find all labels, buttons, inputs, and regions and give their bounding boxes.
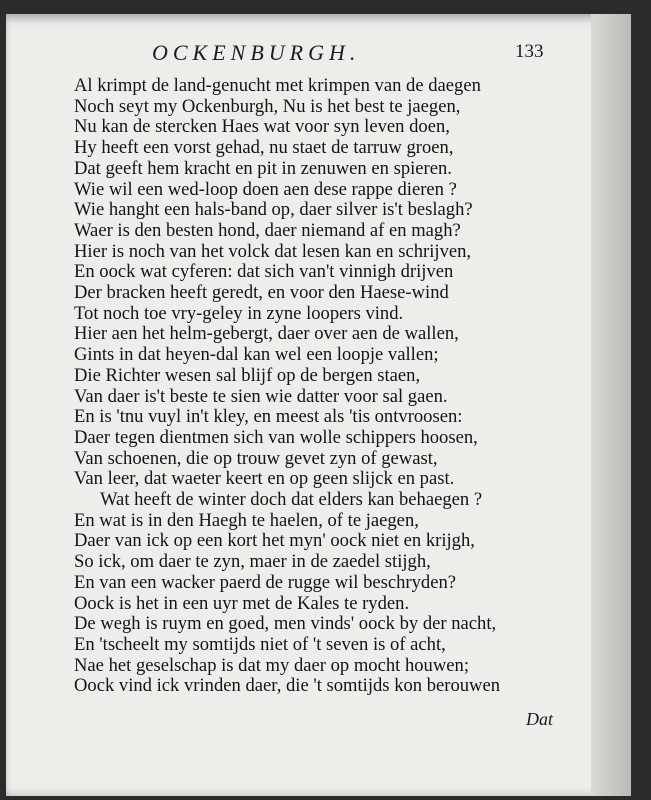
- page-gutter-shadow: [591, 14, 631, 796]
- verse-line: Daer van ick op een kort het myn' oock niet en krijgh,: [74, 530, 475, 552]
- verse-line: Nu kan de stercken Haes wat voor syn leven doen,: [74, 116, 450, 138]
- verse-line: Van schoenen, die op trouw gevet zyn of gewast,: [74, 447, 438, 469]
- verse-line: Gints in dat heyen-dal kan wel een loopje vallen;: [74, 344, 439, 366]
- verse-line: Nae het geselschap is dat my daer op mocht houwen;: [74, 654, 469, 676]
- verse-line: Die Richter wesen sal blijf op de bergen staen,: [74, 364, 421, 386]
- book-page: [6, 14, 631, 796]
- verse-line: En wat is in den Haegh te haelen, of te jaegen,: [74, 509, 419, 531]
- verse-line: En 'tscheelt my somtijds niet of 't seven is of acht,: [74, 633, 446, 655]
- verse-line: Noch seyt my Ockenburgh, Nu is het best te jaegen,: [74, 95, 461, 117]
- verse-line: Daer tegen dientmen sich van wolle schippers hoosen,: [74, 426, 478, 448]
- verse-line: Van daer is't beste te sien wie datter voor sal gaen.: [74, 385, 448, 407]
- verse-line: Tot noch toe vry-geley in zyne loopers vind.: [74, 302, 404, 324]
- verse-line: Al krimpt de land-genucht met krimpen van de daegen: [74, 75, 481, 96]
- page-number: 133: [515, 41, 544, 62]
- verse-line: En van een wacker paerd de rugge wil beschryden?: [74, 571, 457, 593]
- verse-line: Oock is het in een uyr met de Kales te ryden.: [74, 592, 410, 614]
- verse-line: Oock vind ick vrinden daer, die 't somtijds kon berouwen: [74, 675, 501, 697]
- verse-line: En oock wat cyferen: dat sich van't vinnigh drijven: [74, 261, 454, 283]
- catchword: Dat: [526, 709, 553, 729]
- verse-line: De wegh is ruym en goed, men vinds' oock by der nacht,: [74, 613, 497, 635]
- verse-line: Van leer, dat waeter keert en op geen slijck en past.: [74, 468, 455, 490]
- running-head: OCKENBURGH.: [152, 40, 361, 65]
- verse-line: Der bracken heeft geredt, en voor den Haese-wind: [74, 282, 449, 304]
- verse-line: Hier is noch van het volck dat lesen kan en schrijven,: [74, 240, 472, 262]
- verse-line: Waer is den besten hond, daer niemand af en magh?: [74, 219, 461, 241]
- verse-line: En is 'tnu vuyl in't kley, en meest als 'tis ontvroosen:: [74, 406, 463, 428]
- verse-block: [74, 76, 594, 697]
- verse-line: So ick, om daer te zyn, maer in de zaedel stijgh,: [74, 551, 431, 573]
- verse-line: Wie wil een wed-loop doen aen dese rappe dieren ?: [74, 178, 457, 200]
- verse-line: Wat heeft de winter doch dat elders kan behaegen ?: [100, 489, 483, 511]
- verse-line: Hier aen het helm-gebergt, daer over aen de wallen,: [74, 323, 459, 345]
- verse-line: Hy heeft een vorst gehad, nu staet de tarruw groen,: [74, 137, 454, 159]
- verse-line: Wie hanght een hals-band op, daer silver is't beslagh?: [74, 199, 473, 221]
- verse-line: Dat geeft hem kracht en pit in zenuwen en spieren.: [74, 157, 452, 179]
